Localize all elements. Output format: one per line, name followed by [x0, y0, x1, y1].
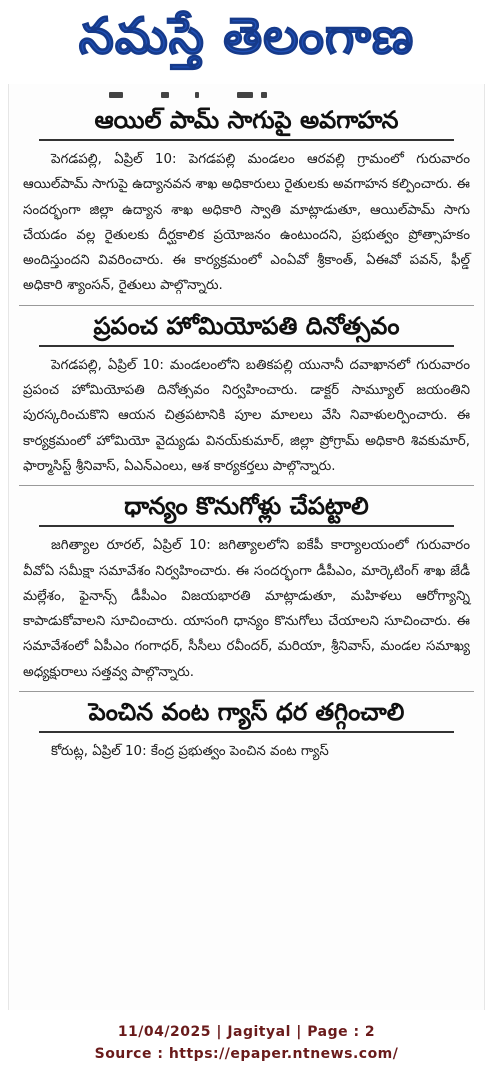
article-headline: ధాన్యం కొనుగోళ్లు చేపట్టాలి [124, 492, 369, 521]
clipping-footer [0, 1010, 493, 1087]
section-divider [19, 305, 474, 306]
headline-underline [39, 345, 454, 347]
article-body: కోరుట్ల, ఏప్రిల్ 10: కేంద్ర ప్రభుత్వం పెంచిన వంట గ్యాస్ [51, 744, 329, 760]
article-grain-procurement [9, 485, 484, 685]
headline-underline [39, 139, 454, 141]
article-headline: ఆయిల్ పామ్ సాగుపై అవగాహన [94, 106, 399, 134]
masthead-title: నమస్తే తెలంగాణ [78, 6, 415, 65]
article-body: పెగడపల్లి, ఏప్రిల్ 10: పెగడపల్లి మండలం ఆరవల్లి గ్రామంలో గురువారం ఆయిల్‌పామ్ సాగుపై ఉద్యానవన శాఖ అధికారులు రైతులకు అవగాహన కల్పించారు. ఈ సందర్భంగా జిల్లా ఉద్యాన శాఖ అధికారి స్వాతి మాట్లాడుతూ, ఆయిల్‌పామ్ సాగు చేయడం వల్ల రైతులకు దీర్ఘకాలిక ప్రయోజనం ఉంటుందని, ప్రభుత్వం ప్రోత్సాహకం అందిస్తుందని వివరించారు. ఈ కార్యక్రమంలో ఎంఏవో శ్రీకాంత్, ఏఈవో పవన్, ఫీల్డ్ అధికారి శ్యాంసన్, రైతులు పాల్గొన్నారు. [23, 152, 470, 294]
clipped-previous-text [9, 84, 484, 104]
section-divider [19, 691, 474, 692]
article-body: పెగడపల్లి, ఏప్రిల్ 10: మండలంలోని బతికపల్లి యునానీ దవాఖానలో గురువారం ప్రపంచ హోమియోపతి దినోత్సవం నిర్వహించారు. డాక్టర్ సామ్యూల్ జయంతిని పురస్కరించుకొని ఆయన చిత్రపటానికి పూల మాలలు వేసి నివాళులర్పించారు. ఈ కార్యక్రమంలో హోమియో వైద్యుడు వినయ్‌కుమార్, జిల్లా ప్రోగ్రామ్ అధికారి శివకుమార్, ఫార్మాసిస్ట్ శ్రీనివాస్, ఏఎన్‌ఎంలు, ఆశ కార్యకర్తలు పాల్గొన్నారు. [23, 357, 470, 474]
news-clipping [8, 84, 485, 1010]
publication-info: 11/04/2025 | Jagityal | Page : 2 [117, 1024, 376, 1040]
article-oil-palm [9, 104, 484, 299]
article-gas-price [9, 691, 484, 764]
article-body: జగిత్యాల రూరల్, ఏప్రిల్ 10: జగిత్యాలలోని ఐకేపీ కార్యాలయంలో గురువారం వీవోఏ సమీక్షా సమావేశం నిర్వహించారు. ఈ సందర్భంగా డీపీఎం, మార్కెటింగ్ శాఖ జేడీ మల్లేశం, ఫైనాన్స్ డీపీఎం విజయభారతి మాట్లాడుతూ, మహిళలు ఆరోగ్యాన్ని కాపాడుకోవాలని సూచించారు. యాసంగి ధాన్యం కొనుగోలు చేయాలని సూచించారు. ఈ సమావేశంలో ఏపీఎం గంగాధర్, సీసీలు రవీందర్, మరియా, శ్రీనివాస్, మండల సమాఖ్య అధ్యక్షురాలు సత్తవ్వ పాల్గొన్నారు. [23, 538, 470, 680]
article-headline: ప్రపంచ హోమియోపతి దినోత్సవం [93, 311, 400, 340]
headline-underline [39, 731, 454, 733]
headline-underline [39, 525, 454, 527]
source-link[interactable]: Source : https://epaper.ntnews.com/ [94, 1046, 399, 1062]
newspaper-masthead [0, 0, 493, 84]
article-headline: పెంచిన వంట గ్యాస్ ధర తగ్గించాలి [88, 698, 405, 727]
article-homeopathy-day [9, 305, 484, 479]
section-divider [19, 485, 474, 486]
